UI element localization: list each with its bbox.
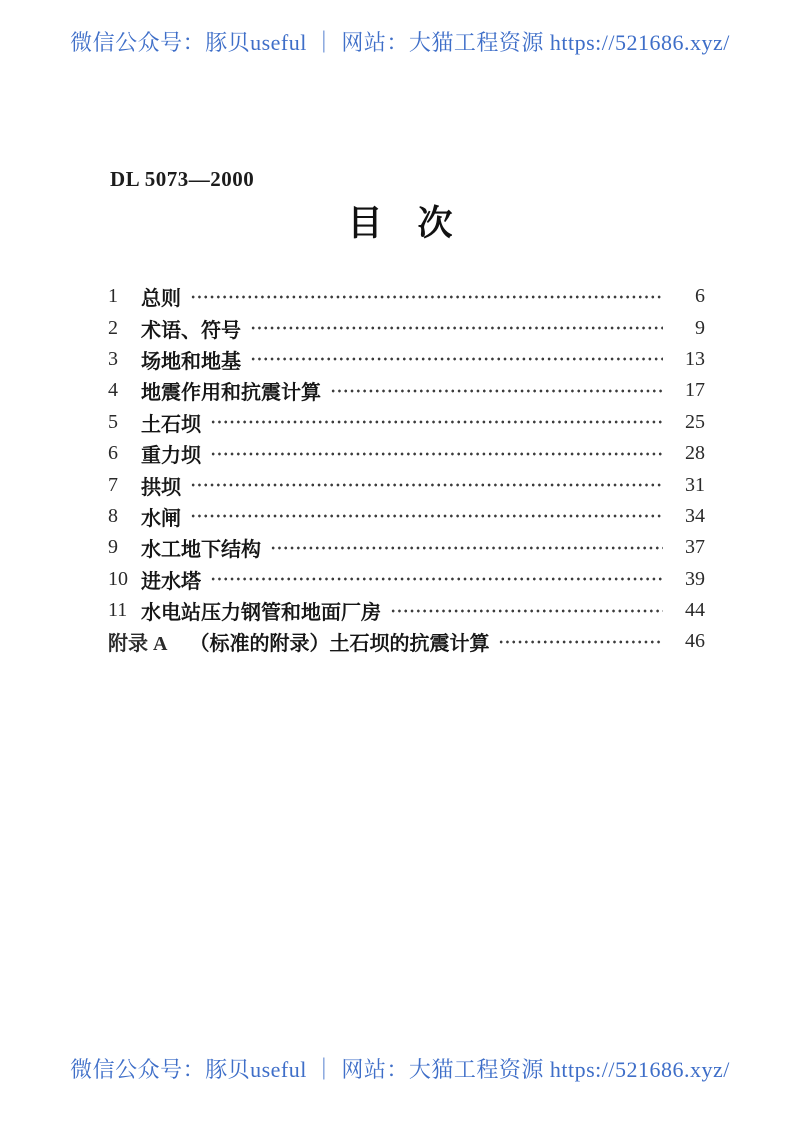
toc-entry-number: 11: [108, 599, 128, 622]
toc-entry-number: 10: [108, 567, 128, 590]
toc-row: [108, 312, 705, 343]
standard-code: DL 5073—2000: [110, 167, 255, 191]
toc-entry-number: 3: [108, 347, 118, 370]
toc-dot-leader: [270, 543, 663, 553]
toc-dot-leader: [498, 637, 663, 647]
toc-entry-page: 25: [685, 410, 705, 433]
toc-dot-leader: [330, 386, 663, 396]
toc-entry-title: 水工地下结构: [141, 539, 261, 562]
toc-entry-number: 1: [108, 285, 118, 308]
toc-entry-title: 水闸: [141, 507, 181, 530]
toc-entry-page: 9: [695, 316, 705, 339]
toc-row: [108, 469, 705, 500]
toc-entry-page: 28: [685, 442, 705, 465]
toc-entry-title: 场地和地基: [141, 350, 241, 373]
toc-entry-number: 8: [108, 504, 118, 527]
toc-entry-title: 术语、符号: [141, 319, 241, 342]
table-of-contents: [108, 281, 705, 658]
toc-row: [108, 407, 705, 438]
toc-row: [108, 438, 705, 469]
toc-row: [108, 532, 705, 563]
toc-entry-number: 2: [108, 316, 118, 339]
toc-entry-title: 水电站压力钢管和地面厂房: [141, 602, 381, 625]
toc-entry-page: 17: [685, 379, 705, 402]
toc-entry-number: 5: [108, 410, 118, 433]
toc-entry-page: 31: [685, 473, 705, 496]
toc-row: [108, 595, 705, 626]
toc-row: [108, 564, 705, 595]
toc-dot-leader: [190, 511, 663, 521]
page-title: 目 次: [347, 204, 453, 243]
toc-row: [108, 281, 705, 312]
toc-entry-page: 6: [695, 285, 705, 308]
toc-dot-leader: [250, 323, 663, 333]
toc-entry-page: 44: [685, 599, 705, 622]
toc-entry-number: 附录 A: [108, 633, 168, 656]
toc-entry-page: 13: [685, 347, 705, 370]
toc-dot-leader: [190, 292, 663, 302]
toc-dot-leader: [210, 417, 663, 427]
toc-row: [108, 501, 705, 532]
toc-dot-leader: [190, 480, 663, 490]
toc-entry-number: 9: [108, 536, 118, 559]
toc-entry-number: 4: [108, 379, 118, 402]
toc-row: [108, 375, 705, 406]
watermark-footer: 微信公众号：豚贝useful ｜ 网站：大猫工程资源 https://521686.xyz/: [70, 1057, 730, 1082]
toc-entry-page: 46: [685, 630, 705, 653]
toc-dot-leader: [210, 574, 663, 584]
toc-entry-number: 7: [108, 473, 118, 496]
toc-entry-title: 总则: [141, 288, 181, 311]
toc-entry-title: 拱坝: [141, 476, 181, 499]
toc-entry-title: 土石坝: [141, 413, 201, 436]
toc-row: [108, 626, 705, 657]
watermark-header: 微信公众号：豚贝useful ｜ 网站：大猫工程资源 https://521686.xyz/: [70, 30, 730, 55]
toc-dot-leader: [250, 354, 663, 364]
toc-entry-title: 地震作用和抗震计算: [141, 382, 321, 405]
toc-entry-page: 34: [685, 504, 705, 527]
toc-entry-number: 6: [108, 442, 118, 465]
toc-entry-title: 重力坝: [141, 445, 201, 468]
toc-row: [108, 344, 705, 375]
toc-entry-title: 进水塔: [141, 570, 201, 593]
toc-entry-page: 37: [685, 536, 705, 559]
toc-entry-page: 39: [685, 567, 705, 590]
toc-dot-leader: [390, 606, 663, 616]
toc-dot-leader: [210, 449, 663, 459]
toc-entry-title: （标准的附录）土石坝的抗震计算: [189, 633, 490, 656]
